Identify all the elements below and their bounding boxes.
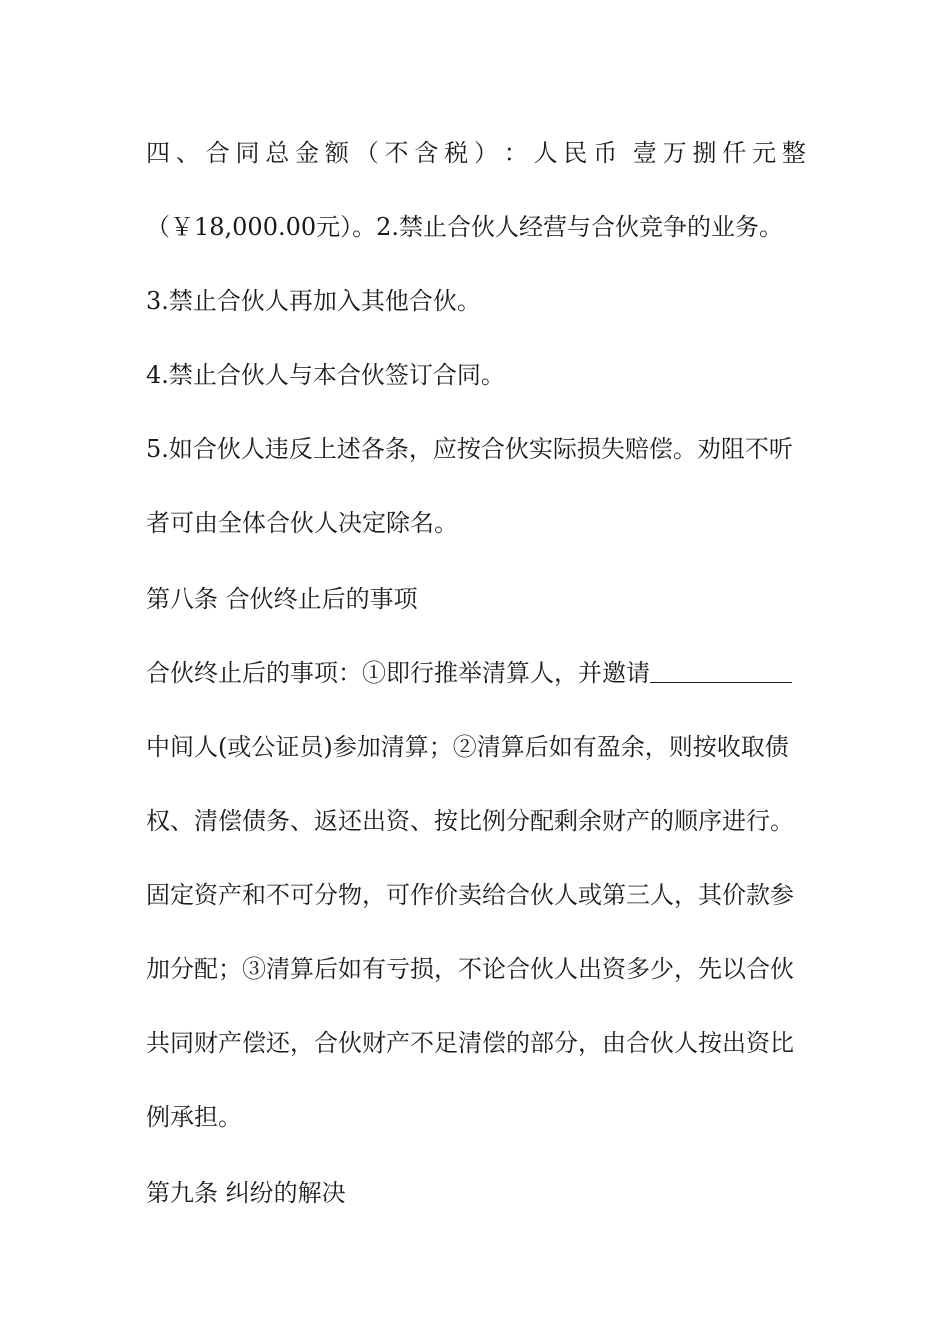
amount-line-char: 不: [384, 139, 409, 167]
amount-line-char: 壹: [632, 139, 657, 167]
contract-amount-line: [146, 137, 806, 169]
amount-line-char: （: [354, 139, 379, 167]
amount-line-char: 四: [146, 139, 170, 167]
amount-line-char: 、: [175, 139, 200, 167]
paragraph-line: 5.如合伙人违反上述各条，应按合伙实际损失赔偿。劝阻不听: [146, 435, 793, 463]
paragraph-line: 共同财产偿还，合伙财产不足清偿的部分，由合伙人按出资比: [146, 1029, 794, 1057]
paragraph-line: 者可由全体合伙人决定除名。: [146, 509, 458, 537]
paragraph-line: 权、清偿债务、返还出资、按比例分配剩余财产的顺序进行。: [146, 807, 794, 835]
amount-line-char: 仟: [722, 139, 747, 167]
article-8-heading: 第八条 合伙终止后的事项: [146, 585, 418, 613]
paragraph-line: 3.禁止合伙人再加入其他合伙。: [146, 287, 481, 315]
amount-line-char: 合: [205, 139, 230, 167]
amount-line-char: 含: [414, 139, 439, 167]
amount-line-char: 金: [295, 139, 320, 167]
paragraph-line: 例承担。: [146, 1103, 242, 1131]
paragraph-line: 固定资产和不可分物，可作价卖给合伙人或第三人，其价款参: [146, 881, 794, 909]
amount-line-char: 同: [235, 139, 260, 167]
amount-line-char: 元: [752, 139, 777, 167]
paragraph-text: 合伙终止后的事项：①即行推举清算人，并邀请: [146, 659, 650, 687]
amount-line-char: 捌: [692, 139, 717, 167]
fill-in-blank: [650, 662, 792, 683]
paragraph-line: 中间人(或公证员)参加清算；②清算后如有盈余，则按收取债: [146, 733, 789, 761]
amount-line-char: [623, 137, 627, 169]
paragraph-line: 加分配；③清算后如有亏损，不论合伙人出资多少，先以合伙: [146, 955, 794, 983]
amount-line-char: 总: [265, 139, 290, 167]
amount-line-char: 万: [662, 139, 687, 167]
amount-line-char: 整: [781, 139, 806, 167]
amount-line-char: 额: [324, 139, 349, 167]
amount-line-char: ）: [473, 139, 498, 167]
paragraph-line: 4.禁止合伙人与本合伙签订合同。: [146, 361, 505, 389]
article-9-heading: 第九条 纠纷的解决: [146, 1179, 346, 1207]
amount-line-char: 税: [444, 139, 469, 167]
amount-line-char: 人: [533, 139, 558, 167]
amount-line-char: 币: [593, 139, 618, 167]
paragraph-line: [146, 657, 806, 689]
amount-line-char: 民: [563, 139, 588, 167]
paragraph-line: （￥18,000.00元）。2.禁止合伙人经营与合伙竞争的业务。: [146, 213, 784, 241]
amount-line-char: ：: [503, 139, 528, 167]
